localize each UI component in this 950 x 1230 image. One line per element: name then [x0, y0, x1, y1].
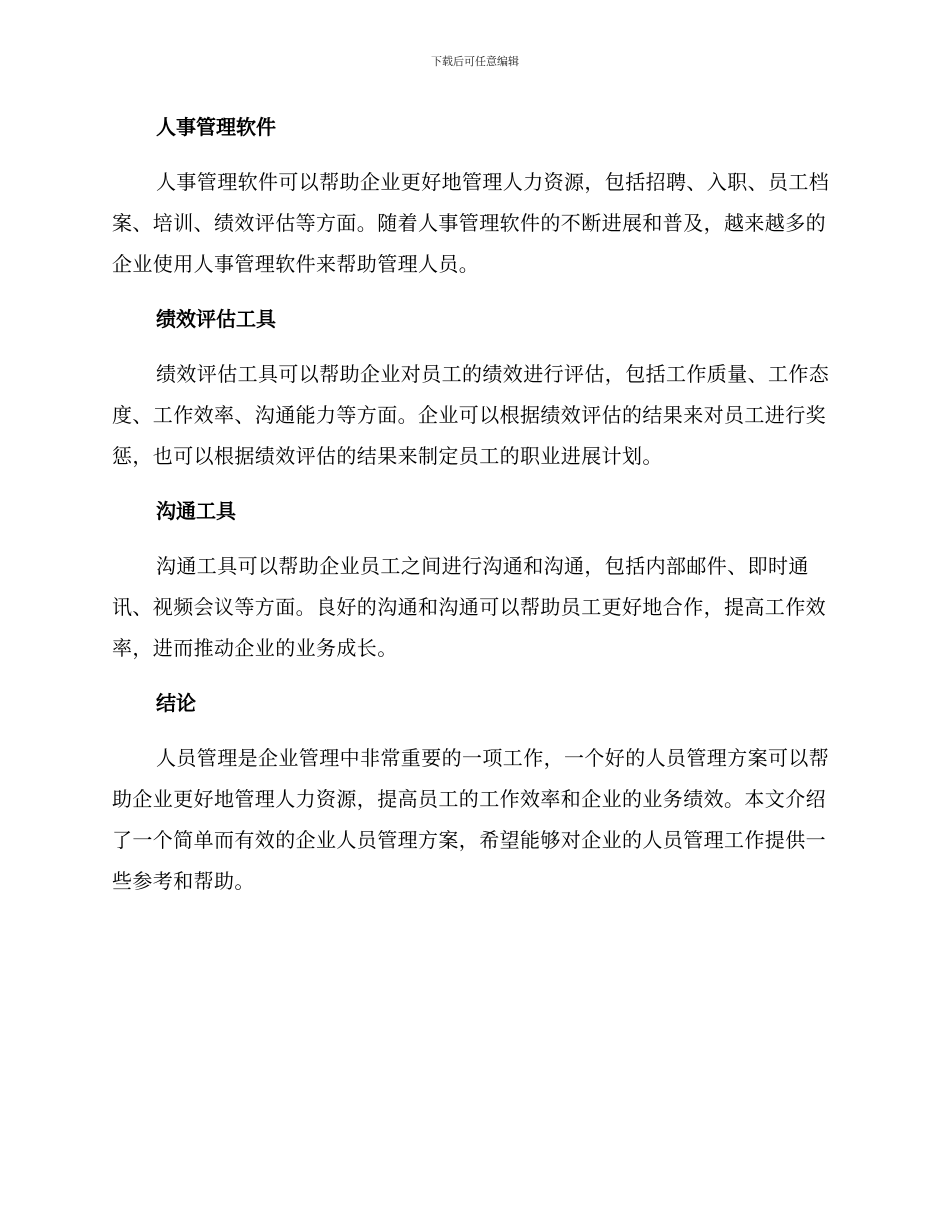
section-heading-conclusion: 结论: [156, 691, 196, 715]
section-paragraph-hr-software: 人事管理软件可以帮助企业更好地管理人力资源，包括招聘、入职、员工档案、培训、绩效评估等方面。随着人事管理软件的不断进展和普及，越来越多的企业使用人事管理软件来帮助管理人员。: [112, 170, 830, 276]
section-heading-communication-tools: 沟通工具: [156, 499, 236, 523]
section-paragraph-conclusion: 人员管理是企业管理中非常重要的一项工作，一个好的人员管理方案可以帮助企业更好地管理人力资源，提高员工的工作效率和企业的业务绩效。本文介绍了一个简单而有效的企业人员管理方案，希望能够对企业的人员管理工作提供一些参考和帮助。: [112, 746, 830, 893]
section-paragraph-communication-tools: 沟通工具可以帮助企业员工之间进行沟通和沟通，包括内部邮件、即时通讯、视频会议等方面。良好的沟通和沟通可以帮助员工更好地合作，提高工作效率，进而推动企业的业务成长。: [112, 554, 826, 660]
section-paragraph-performance-tools: 绩效评估工具可以帮助企业对员工的绩效进行评估，包括工作质量、工作态度、工作效率、沟通能力等方面。企业可以根据绩效评估的结果来对员工进行奖惩，也可以根据绩效评估的结果来制定员工的职业进展计划。: [112, 362, 830, 468]
page-header: 下载后可任意编辑: [431, 55, 519, 68]
section-heading-performance-tools: 绩效评估工具: [156, 307, 276, 331]
section-heading-hr-software: 人事管理软件: [156, 115, 276, 139]
document-body: [112, 107, 832, 916]
